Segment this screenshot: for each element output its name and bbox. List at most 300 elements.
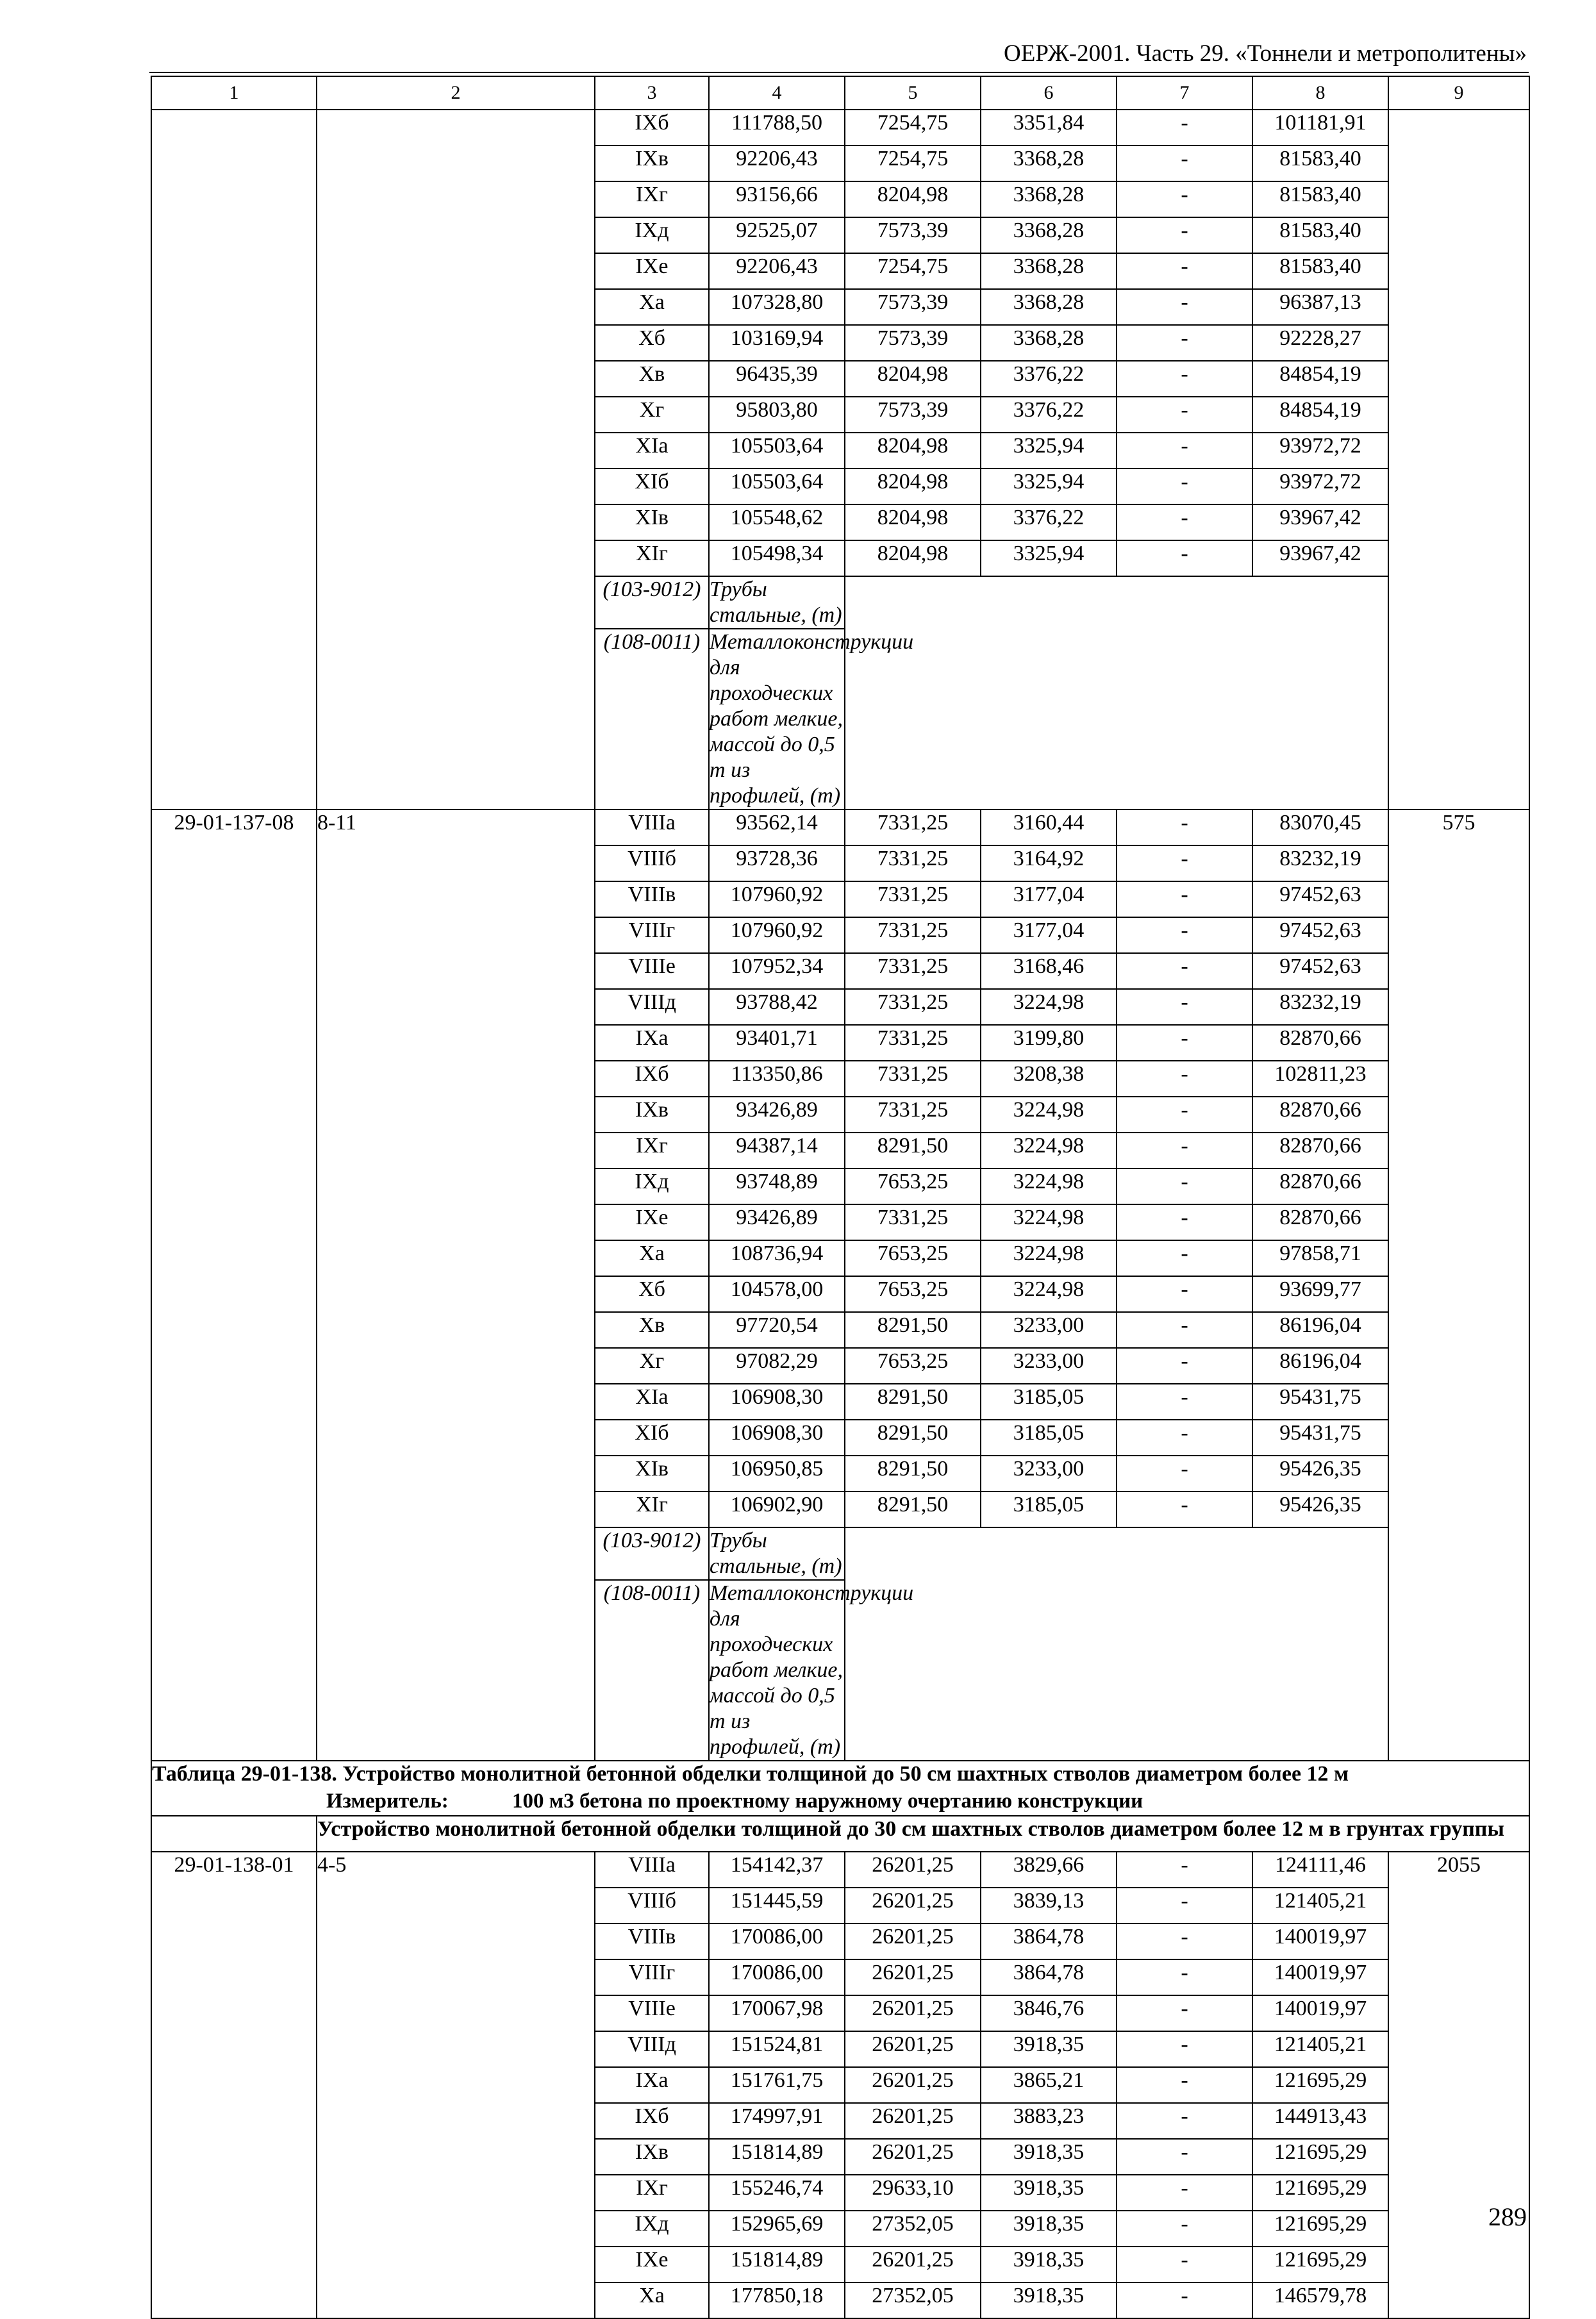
direct-cost-cell: 107960,92 (709, 881, 845, 917)
direct-cost-cell: 93788,42 (709, 989, 845, 1025)
direct-cost-cell: 93401,71 (709, 1025, 845, 1061)
rate-description-cell (317, 110, 595, 810)
labor-wage-cell: 7331,25 (845, 989, 981, 1025)
machine-cost-cell: 3918,35 (981, 2211, 1117, 2247)
materials-cost-cell: 83232,19 (1252, 845, 1388, 881)
driver-wage-cell: - (1117, 469, 1252, 504)
labor-wage-cell: 8291,50 (845, 1384, 981, 1420)
direct-cost-cell: 151761,75 (709, 2067, 845, 2103)
group-cell: IXа (595, 2067, 709, 2103)
table-section-header (151, 1761, 1529, 1816)
materials-cost-cell: 83070,45 (1252, 810, 1388, 845)
driver-wage-cell: - (1117, 2031, 1252, 2067)
driver-wage-cell: - (1117, 1959, 1252, 1995)
resource-name-cell: Металлоконструкции для проходческих работ мелкие, массой до 0,5 т из профилей, (т) (709, 629, 845, 810)
materials-cost-cell: 121695,29 (1252, 2175, 1388, 2211)
labor-wage-cell: 26201,25 (845, 2103, 981, 2139)
labor-wage-cell: 7331,25 (845, 953, 981, 989)
materials-cost-cell: 97858,71 (1252, 1240, 1388, 1276)
materials-cost-cell: 81583,40 (1252, 217, 1388, 253)
labor-wage-cell: 8291,50 (845, 1133, 981, 1168)
labor-wage-cell: 7653,25 (845, 1168, 981, 1204)
labor-wage-cell: 8204,98 (845, 433, 981, 469)
materials-cost-cell: 92228,27 (1252, 325, 1388, 361)
group-cell: IXб (595, 2103, 709, 2139)
materials-cost-cell: 101181,91 (1252, 110, 1388, 145)
machine-cost-cell: 3918,35 (981, 2247, 1117, 2282)
materials-cost-cell: 81583,40 (1252, 145, 1388, 181)
machine-cost-cell: 3376,22 (981, 397, 1117, 433)
direct-cost-cell: 107952,34 (709, 953, 845, 989)
machine-cost-cell: 3368,28 (981, 181, 1117, 217)
labor-wage-cell: 29633,10 (845, 2175, 981, 2211)
driver-wage-cell: - (1117, 181, 1252, 217)
direct-cost-cell: 108736,94 (709, 1240, 845, 1276)
labor-wage-cell: 26201,25 (845, 2067, 981, 2103)
machine-cost-cell: 3224,98 (981, 1133, 1117, 1168)
column-number: 8 (1252, 76, 1388, 110)
materials-cost-cell: 140019,97 (1252, 1959, 1388, 1995)
driver-wage-cell: - (1117, 2175, 1252, 2211)
machine-cost-cell: 3368,28 (981, 145, 1117, 181)
machine-cost-cell: 3839,13 (981, 1888, 1117, 1924)
driver-wage-cell: - (1117, 504, 1252, 540)
materials-cost-cell: 121695,29 (1252, 2211, 1388, 2247)
labor-wage-cell: 7653,25 (845, 1348, 981, 1384)
group-cell: Xв (595, 1312, 709, 1348)
materials-cost-cell: 83232,19 (1252, 989, 1388, 1025)
group-cell: IXг (595, 181, 709, 217)
labor-wage-cell: 8204,98 (845, 540, 981, 576)
labor-wage-cell: 8204,98 (845, 181, 981, 217)
direct-cost-cell: 170086,00 (709, 1924, 845, 1959)
direct-cost-cell: 93562,14 (709, 810, 845, 845)
section-title-cell (151, 1761, 1529, 1816)
direct-cost-cell: 155246,74 (709, 2175, 845, 2211)
materials-cost-cell: 144913,43 (1252, 2103, 1388, 2139)
driver-wage-cell: - (1117, 2247, 1252, 2282)
materials-cost-cell: 97452,63 (1252, 953, 1388, 989)
group-cell: Xа (595, 2282, 709, 2318)
driver-wage-cell: - (1117, 1348, 1252, 1384)
driver-wage-cell: - (1117, 989, 1252, 1025)
machine-cost-cell: 3368,28 (981, 217, 1117, 253)
driver-wage-cell: - (1117, 1025, 1252, 1061)
machine-cost-cell: 3233,00 (981, 1456, 1117, 1492)
direct-cost-cell: 93426,89 (709, 1097, 845, 1133)
labor-wage-cell: 7254,75 (845, 253, 981, 289)
labor-cost-cell (1388, 110, 1529, 810)
machine-cost-cell: 3376,22 (981, 504, 1117, 540)
labor-cost-cell: 2055 (1388, 1852, 1529, 2318)
labor-wage-cell: 26201,25 (845, 1959, 981, 1995)
machine-cost-cell: 3325,94 (981, 469, 1117, 504)
materials-cost-cell: 93972,72 (1252, 469, 1388, 504)
direct-cost-cell: 107328,80 (709, 289, 845, 325)
group-cell: VIIIб (595, 1888, 709, 1924)
labor-wage-cell: 7331,25 (845, 1025, 981, 1061)
materials-cost-cell: 140019,97 (1252, 1924, 1388, 1959)
labor-wage-cell: 7331,25 (845, 1204, 981, 1240)
group-cell: Xв (595, 361, 709, 397)
direct-cost-cell: 151445,59 (709, 1888, 845, 1924)
direct-cost-cell: 96435,39 (709, 361, 845, 397)
materials-cost-cell: 81583,40 (1252, 181, 1388, 217)
machine-cost-cell: 3177,04 (981, 881, 1117, 917)
group-cell: IXг (595, 2175, 709, 2211)
direct-cost-cell: 106902,90 (709, 1492, 845, 1527)
labor-wage-cell: 26201,25 (845, 1852, 981, 1888)
driver-wage-cell: - (1117, 1888, 1252, 1924)
group-cell: IXе (595, 2247, 709, 2282)
direct-cost-cell: 151524,81 (709, 2031, 845, 2067)
group-cell: VIIIд (595, 989, 709, 1025)
direct-cost-cell: 105503,64 (709, 433, 845, 469)
materials-cost-cell: 84854,19 (1252, 397, 1388, 433)
materials-cost-cell: 81583,40 (1252, 253, 1388, 289)
page-number: 289 (1488, 2202, 1527, 2231)
materials-cost-cell: 84854,19 (1252, 361, 1388, 397)
labor-wage-cell: 7331,25 (845, 917, 981, 953)
labor-wage-cell: 27352,05 (845, 2282, 981, 2318)
group-cell: IXд (595, 217, 709, 253)
group-cell: XIб (595, 469, 709, 504)
empty-cell (845, 1527, 1388, 1761)
labor-cost-cell: 575 (1388, 810, 1529, 1761)
materials-cost-cell: 93972,72 (1252, 433, 1388, 469)
labor-wage-cell: 7573,39 (845, 289, 981, 325)
column-number: 7 (1117, 76, 1252, 110)
machine-cost-cell: 3368,28 (981, 253, 1117, 289)
group-cell: IXв (595, 2139, 709, 2175)
rates-table (151, 76, 1530, 2319)
driver-wage-cell: - (1117, 325, 1252, 361)
materials-cost-cell: 82870,66 (1252, 1204, 1388, 1240)
driver-wage-cell: - (1117, 540, 1252, 576)
labor-wage-cell: 7331,25 (845, 810, 981, 845)
group-cell: XIа (595, 433, 709, 469)
driver-wage-cell: - (1117, 1168, 1252, 1204)
materials-cost-cell: 121695,29 (1252, 2139, 1388, 2175)
group-cell: XIб (595, 1420, 709, 1456)
machine-cost-cell: 3325,94 (981, 540, 1117, 576)
machine-cost-cell: 3185,05 (981, 1420, 1117, 1456)
measure-label: Измеритель: (326, 1790, 449, 1813)
direct-cost-cell: 177850,18 (709, 2282, 845, 2318)
machine-cost-cell: 3233,00 (981, 1348, 1117, 1384)
labor-wage-cell: 26201,25 (845, 2247, 981, 2282)
machine-cost-cell: 3351,84 (981, 110, 1117, 145)
machine-cost-cell: 3185,05 (981, 1492, 1117, 1527)
rate-description-cell: 4-5 (317, 1852, 595, 2318)
direct-cost-cell: 92206,43 (709, 253, 845, 289)
group-cell: VIIIг (595, 917, 709, 953)
direct-cost-cell: 170067,98 (709, 1995, 845, 2031)
resource-code-cell: (103-9012) (595, 1527, 709, 1580)
direct-cost-cell: 103169,94 (709, 325, 845, 361)
materials-cost-cell: 95431,75 (1252, 1420, 1388, 1456)
direct-cost-cell: 174997,91 (709, 2103, 845, 2139)
rate-code-cell: 29-01-137-08 (151, 810, 317, 1761)
driver-wage-cell: - (1117, 953, 1252, 989)
materials-cost-cell: 95426,35 (1252, 1492, 1388, 1527)
machine-cost-cell: 3224,98 (981, 989, 1117, 1025)
machine-cost-cell: 3918,35 (981, 2139, 1117, 2175)
materials-cost-cell: 93699,77 (1252, 1276, 1388, 1312)
direct-cost-cell: 151814,89 (709, 2139, 845, 2175)
direct-cost-cell: 105548,62 (709, 504, 845, 540)
driver-wage-cell: - (1117, 2211, 1252, 2247)
resource-name-cell: Трубы стальные, (т) (709, 1527, 845, 1580)
direct-cost-cell: 106950,85 (709, 1456, 845, 1492)
machine-cost-cell: 3160,44 (981, 810, 1117, 845)
subsection-title: Устройство монолитной бетонной обделки толщиной до 30 см шахтных стволов диаметром более 12 м в грунтах группы (317, 1816, 1529, 1852)
group-cell: IXе (595, 1204, 709, 1240)
group-cell: IXв (595, 145, 709, 181)
labor-wage-cell: 7653,25 (845, 1276, 981, 1312)
materials-cost-cell: 82870,66 (1252, 1133, 1388, 1168)
machine-cost-cell: 3864,78 (981, 1959, 1117, 1995)
group-cell: VIIIв (595, 1924, 709, 1959)
group-cell: XIг (595, 540, 709, 576)
materials-cost-cell: 95426,35 (1252, 1456, 1388, 1492)
group-cell: VIIIе (595, 1995, 709, 2031)
direct-cost-cell: 113350,86 (709, 1061, 845, 1097)
group-cell: Xб (595, 1276, 709, 1312)
labor-wage-cell: 7331,25 (845, 1061, 981, 1097)
group-cell: Xг (595, 1348, 709, 1384)
machine-cost-cell: 3368,28 (981, 289, 1117, 325)
resource-code-cell: (108-0011) (595, 1580, 709, 1761)
group-cell: IXг (595, 1133, 709, 1168)
direct-cost-cell: 92525,07 (709, 217, 845, 253)
driver-wage-cell: - (1117, 110, 1252, 145)
resource-code-cell: (108-0011) (595, 629, 709, 810)
group-cell: Xб (595, 325, 709, 361)
driver-wage-cell: - (1117, 1097, 1252, 1133)
labor-wage-cell: 7254,75 (845, 110, 981, 145)
materials-cost-cell: 102811,23 (1252, 1061, 1388, 1097)
subsection-row (151, 1816, 1529, 1852)
direct-cost-cell: 93748,89 (709, 1168, 845, 1204)
labor-wage-cell: 8291,50 (845, 1492, 981, 1527)
driver-wage-cell: - (1117, 2067, 1252, 2103)
driver-wage-cell: - (1117, 1852, 1252, 1888)
materials-cost-cell: 97452,63 (1252, 917, 1388, 953)
group-cell: IXе (595, 253, 709, 289)
labor-wage-cell: 8291,50 (845, 1456, 981, 1492)
machine-cost-cell: 3164,92 (981, 845, 1117, 881)
materials-cost-cell: 95431,75 (1252, 1384, 1388, 1420)
materials-cost-cell: 146579,78 (1252, 2282, 1388, 2318)
group-cell: IXд (595, 1168, 709, 1204)
machine-cost-cell: 3224,98 (981, 1168, 1117, 1204)
direct-cost-cell: 105503,64 (709, 469, 845, 504)
labor-wage-cell: 7653,25 (845, 1240, 981, 1276)
machine-cost-cell: 3224,98 (981, 1204, 1117, 1240)
driver-wage-cell: - (1117, 2139, 1252, 2175)
driver-wage-cell: - (1117, 810, 1252, 845)
driver-wage-cell: - (1117, 289, 1252, 325)
driver-wage-cell: - (1117, 433, 1252, 469)
labor-wage-cell: 26201,25 (845, 2139, 981, 2175)
header-rule (149, 72, 1529, 73)
driver-wage-cell: - (1117, 1995, 1252, 2031)
driver-wage-cell: - (1117, 1240, 1252, 1276)
group-cell: VIIIб (595, 845, 709, 881)
labor-wage-cell: 7331,25 (845, 881, 981, 917)
column-number: 3 (595, 76, 709, 110)
driver-wage-cell: - (1117, 1133, 1252, 1168)
group-cell: XIв (595, 504, 709, 540)
measure-line (152, 1787, 1529, 1815)
machine-cost-cell: 3224,98 (981, 1240, 1117, 1276)
group-cell: Xа (595, 1240, 709, 1276)
empty-cell (845, 576, 1388, 810)
group-cell: VIIIг (595, 1959, 709, 1995)
materials-cost-cell: 86196,04 (1252, 1312, 1388, 1348)
driver-wage-cell: - (1117, 881, 1252, 917)
group-cell: IXд (595, 2211, 709, 2247)
driver-wage-cell: - (1117, 1061, 1252, 1097)
materials-cost-cell: 82870,66 (1252, 1025, 1388, 1061)
machine-cost-cell: 3829,66 (981, 1852, 1117, 1888)
labor-wage-cell: 7573,39 (845, 217, 981, 253)
driver-wage-cell: - (1117, 1276, 1252, 1312)
machine-cost-cell: 3199,80 (981, 1025, 1117, 1061)
driver-wage-cell: - (1117, 917, 1252, 953)
driver-wage-cell: - (1117, 1420, 1252, 1456)
direct-cost-cell: 92206,43 (709, 145, 845, 181)
direct-cost-cell: 106908,30 (709, 1420, 845, 1456)
resource-name-cell: Металлоконструкции для проходческих работ мелкие, массой до 0,5 т из профилей, (т) (709, 1580, 845, 1761)
measure-value: 100 м3 бетона по проектному наружному очертанию конструкции (512, 1790, 1143, 1813)
empty-cell (151, 1816, 317, 1852)
labor-wage-cell: 8291,50 (845, 1312, 981, 1348)
machine-cost-cell: 3224,98 (981, 1097, 1117, 1133)
machine-cost-cell: 3368,28 (981, 325, 1117, 361)
materials-cost-cell: 97452,63 (1252, 881, 1388, 917)
machine-cost-cell: 3918,35 (981, 2031, 1117, 2067)
driver-wage-cell: - (1117, 2103, 1252, 2139)
rate-description-cell: 8-11 (317, 810, 595, 1761)
group-cell: VIIIа (595, 810, 709, 845)
labor-wage-cell: 7254,75 (845, 145, 981, 181)
labor-wage-cell: 8204,98 (845, 361, 981, 397)
driver-wage-cell: - (1117, 397, 1252, 433)
direct-cost-cell: 97082,29 (709, 1348, 845, 1384)
group-cell: VIIIд (595, 2031, 709, 2067)
machine-cost-cell: 3177,04 (981, 917, 1117, 953)
resource-code-cell: (103-9012) (595, 576, 709, 629)
group-cell: IXа (595, 1025, 709, 1061)
materials-cost-cell: 121405,21 (1252, 2031, 1388, 2067)
group-cell: VIIIа (595, 1852, 709, 1888)
labor-wage-cell: 8204,98 (845, 469, 981, 504)
column-number: 6 (981, 76, 1117, 110)
materials-cost-cell: 121695,29 (1252, 2067, 1388, 2103)
materials-cost-cell: 86196,04 (1252, 1348, 1388, 1384)
driver-wage-cell: - (1117, 1924, 1252, 1959)
rate-code-cell (151, 110, 317, 810)
direct-cost-cell: 104578,00 (709, 1276, 845, 1312)
labor-wage-cell: 7331,25 (845, 845, 981, 881)
machine-cost-cell: 3208,38 (981, 1061, 1117, 1097)
rate-code-cell: 29-01-138-01 (151, 1852, 317, 2318)
labor-wage-cell: 26201,25 (845, 1924, 981, 1959)
table-row (151, 1852, 1529, 1888)
group-cell: IXб (595, 1061, 709, 1097)
labor-wage-cell: 26201,25 (845, 1888, 981, 1924)
group-cell: Xа (595, 289, 709, 325)
driver-wage-cell: - (1117, 1312, 1252, 1348)
direct-cost-cell: 111788,50 (709, 110, 845, 145)
direct-cost-cell: 107960,92 (709, 917, 845, 953)
group-cell: IXв (595, 1097, 709, 1133)
column-number: 9 (1388, 76, 1529, 110)
group-cell: XIа (595, 1384, 709, 1420)
column-number-row (151, 76, 1529, 110)
materials-cost-cell: 82870,66 (1252, 1168, 1388, 1204)
resource-name-cell: Трубы стальные, (т) (709, 576, 845, 629)
labor-wage-cell: 8204,98 (845, 504, 981, 540)
materials-cost-cell: 140019,97 (1252, 1995, 1388, 2031)
machine-cost-cell: 3864,78 (981, 1924, 1117, 1959)
direct-cost-cell: 97720,54 (709, 1312, 845, 1348)
driver-wage-cell: - (1117, 2282, 1252, 2318)
column-number: 5 (845, 76, 981, 110)
direct-cost-cell: 94387,14 (709, 1133, 845, 1168)
group-cell: VIIIв (595, 881, 709, 917)
direct-cost-cell: 170086,00 (709, 1959, 845, 1995)
materials-cost-cell: 121405,21 (1252, 1888, 1388, 1924)
materials-cost-cell: 124111,46 (1252, 1852, 1388, 1888)
machine-cost-cell: 3846,76 (981, 1995, 1117, 2031)
machine-cost-cell: 3185,05 (981, 1384, 1117, 1420)
driver-wage-cell: - (1117, 1456, 1252, 1492)
column-number: 1 (151, 76, 317, 110)
running-header: ОЕРЖ-2001. Часть 29. «Тоннели и метрополитены» (1004, 40, 1527, 67)
driver-wage-cell: - (1117, 1204, 1252, 1240)
labor-wage-cell: 7331,25 (845, 1097, 981, 1133)
direct-cost-cell: 93728,36 (709, 845, 845, 881)
materials-cost-cell: 93967,42 (1252, 540, 1388, 576)
labor-wage-cell: 26201,25 (845, 2031, 981, 2067)
machine-cost-cell: 3918,35 (981, 2175, 1117, 2211)
section-title: Таблица 29-01-138. Устройство монолитной бетонной обделки толщиной до 50 см шахтных стволов диаметром более 12 м (152, 1762, 1349, 1786)
driver-wage-cell: - (1117, 845, 1252, 881)
driver-wage-cell: - (1117, 217, 1252, 253)
direct-cost-cell: 154142,37 (709, 1852, 845, 1888)
driver-wage-cell: - (1117, 145, 1252, 181)
machine-cost-cell: 3233,00 (981, 1312, 1117, 1348)
direct-cost-cell: 95803,80 (709, 397, 845, 433)
materials-cost-cell: 96387,13 (1252, 289, 1388, 325)
machine-cost-cell: 3883,23 (981, 2103, 1117, 2139)
direct-cost-cell: 152965,69 (709, 2211, 845, 2247)
driver-wage-cell: - (1117, 253, 1252, 289)
materials-cost-cell: 82870,66 (1252, 1097, 1388, 1133)
group-cell: XIв (595, 1456, 709, 1492)
machine-cost-cell: 3376,22 (981, 361, 1117, 397)
column-number: 4 (709, 76, 845, 110)
machine-cost-cell: 3168,46 (981, 953, 1117, 989)
direct-cost-cell: 151814,89 (709, 2247, 845, 2282)
group-cell: Xг (595, 397, 709, 433)
driver-wage-cell: - (1117, 1492, 1252, 1527)
direct-cost-cell: 93156,66 (709, 181, 845, 217)
direct-cost-cell: 106908,30 (709, 1384, 845, 1420)
